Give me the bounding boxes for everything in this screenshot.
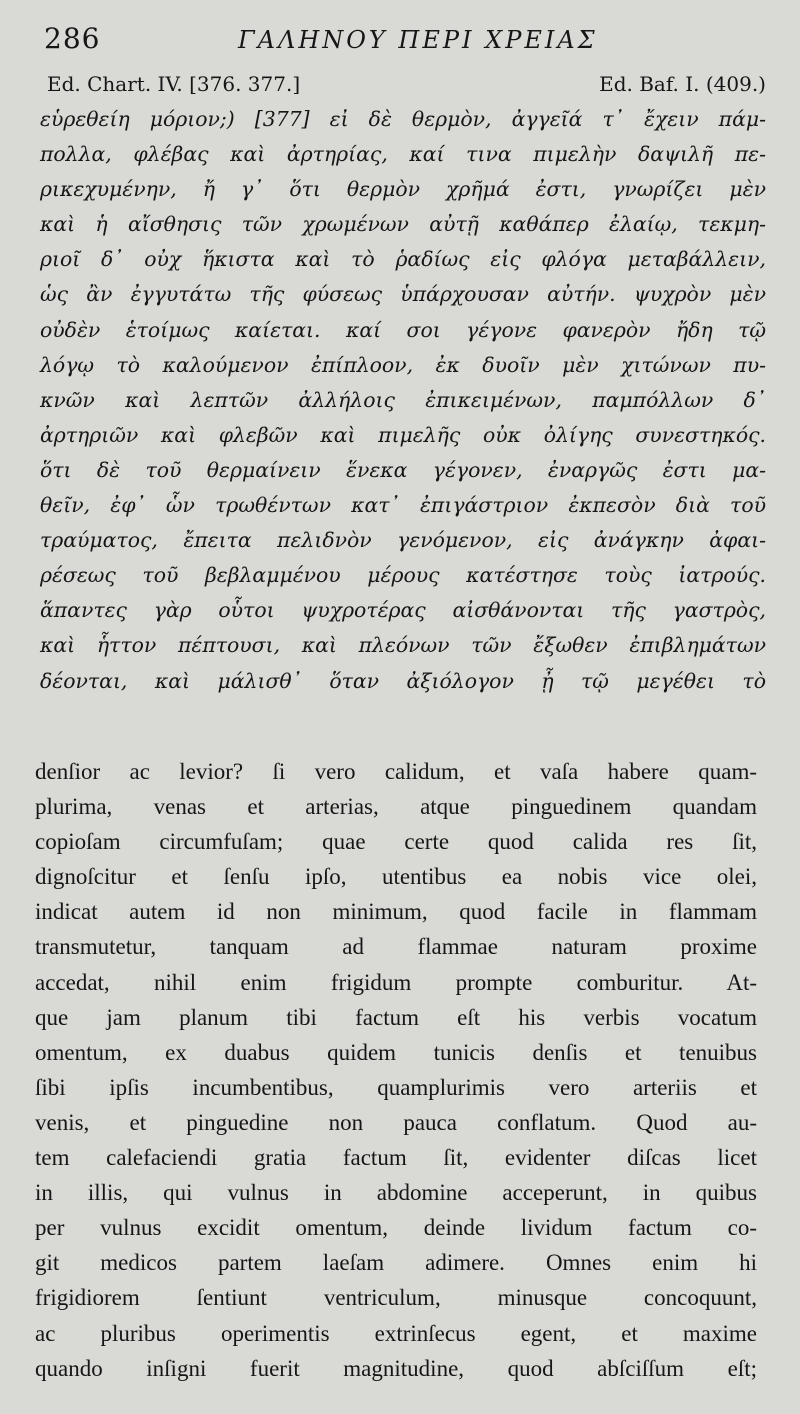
edition-references: [0, 70, 800, 104]
edition-reference-chartier: Ed. Chart. IV. [376. 377.]: [47, 72, 301, 96]
greek-line: ριοῖ δ᾽ οὐχ ἥκιστα καὶ τὸ ῥαδίως εἰς φλόγα μεταβάλλειν,: [40, 247, 766, 272]
latin-line: tem calefaciendi gratia factum ſit, evidenter diſcas licet: [35, 1145, 757, 1171]
greek-line: ἅπαντες γὰρ οὗτοι ψυχροτέρας αἰσθάνονται τῆς γαστρὸς,: [40, 598, 766, 623]
greek-line: δέονται, καὶ μάλισθ᾽ ὅταν ἀξιόλογον ᾖ τῷ μεγέθει τὸ: [40, 668, 766, 693]
greek-line: ὡς ἂν ἐγγυτάτω τῆς φύσεως ὑπάρχουσαν αὐτήν. ψυχρὸν μὲν: [40, 282, 766, 307]
edition-reference-basel: Ed. Baf. I. (409.): [599, 72, 766, 96]
latin-line: ac pluribus operimentis extrinſecus egent, et maxime: [35, 1320, 757, 1346]
greek-line: ὅτι δὲ τοῦ θερμαίνειν ἕνεκα γέγονεν, ἐναργῶς ἐστι μα-: [40, 457, 766, 482]
greek-line: θεῖν, ἐφ᾽ ὧν τρωθέντων κατ᾽ ἐπιγάστριον ἐκπεσὸν διὰ τοῦ: [40, 493, 766, 518]
latin-line: copioſam circumfuſam; quae certe quod calida res ſit,: [35, 829, 757, 855]
latin-line: git medicos partem laeſam adimere. Omnes enim hi: [35, 1250, 757, 1276]
running-title: ΓΑΛΗΝΟΥ ΠΕΡΙ ΧΡΕΙΑΣ: [238, 26, 598, 54]
greek-line: οὐδὲν ἑτοίμως καίεται. καί σοι γέγονε φανερὸν ἤδη τῷ: [40, 317, 766, 342]
latin-line: que jam planum tibi factum eſt his verbis vocatum: [35, 1004, 757, 1030]
greek-line: κνῶν καὶ λεπτῶν ἀλλήλοις ἐπικειμένων, παμπόλλων δ᾽: [40, 387, 766, 412]
greek-line: τραύματος, ἔπειτα πελιδνὸν γενόμενον, εἰς ἀνάγκην ἀφαι-: [40, 528, 766, 553]
latin-line: indicat autem id non minimum, quod facile in flammam: [35, 899, 757, 925]
latin-line: in illis, qui vulnus in abdomine acceperunt, in quibus: [35, 1180, 757, 1206]
greek-line: καὶ ἡ αἴσθησις τῶν χρωμένων αὐτῇ καθάπερ ἐλαίῳ, τεκμη-: [40, 212, 766, 237]
greek-line: ἀρτηριῶν καὶ φλεβῶν καὶ πιμελῆς οὐκ ὀλίγης συνεστηκός.: [40, 422, 766, 447]
latin-line: plurima, venas et arterias, atque pinguedinem quandam: [35, 794, 757, 820]
greek-line: καὶ ἧττον πέπτουσι, καὶ πλεόνων τῶν ἔξωθεν ἐπιβλημάτων: [40, 633, 766, 658]
page-number: 286: [44, 22, 101, 55]
latin-text-block: [35, 754, 757, 1386]
greek-line: ρέσεως τοῦ βεβλαμμένου μέρους κατέστησε τοὺς ἰατρούς.: [40, 563, 766, 588]
latin-line: omentum, ex duabus quidem tunicis denſis et tenuibus: [35, 1039, 757, 1065]
greek-line: εὑρεθείη μόριον;) [377] εἰ δὲ θερμὸν, ἀγγεῖά τ᾽ ἔχειν πάμ-: [40, 107, 766, 131]
latin-line: per vulnus excidit omentum, deinde lividum factum co-: [35, 1215, 757, 1241]
latin-line: frigidiorem ſentiunt ventriculum, minusque concoquunt,: [35, 1285, 757, 1311]
latin-line: dignoſcitur et ſenſu ipſo, utentibus ea nobis vice olei,: [35, 864, 757, 890]
latin-line: ſibi ipſis incumbentibus, quamplurimis vero arteriis et: [35, 1074, 757, 1100]
page-header: [0, 22, 800, 68]
greek-line: λόγῳ τὸ καλούμενον ἐπίπλοον, ἐκ δυοῖν μὲν χιτώνων πυ-: [40, 352, 766, 377]
greek-line: πολλα, φλέβας καὶ ἀρτηρίας, καί τινα πιμελὴν δαψιλῆ πε-: [40, 142, 766, 167]
latin-line: quando inſigni fuerit magnitudine, quod abſciſſum eſt;: [35, 1355, 757, 1381]
latin-line: venis, et pinguedine non pauca conflatum. Quod au-: [35, 1109, 757, 1135]
greek-text-block: [40, 102, 766, 699]
greek-line: ρικεχυμένην, ἤ γ᾽ ὅτι θερμὸν χρῆμά ἐστι, γνωρίζει μὲν: [40, 177, 766, 202]
latin-line: denſior ac levior? ſi vero calidum, et vaſa habere quam-: [35, 759, 757, 784]
latin-line: accedat, nihil enim frigidum prompte comburitur. At-: [35, 969, 757, 995]
latin-line: transmutetur, tanquam ad flammae naturam proxime: [35, 934, 757, 960]
